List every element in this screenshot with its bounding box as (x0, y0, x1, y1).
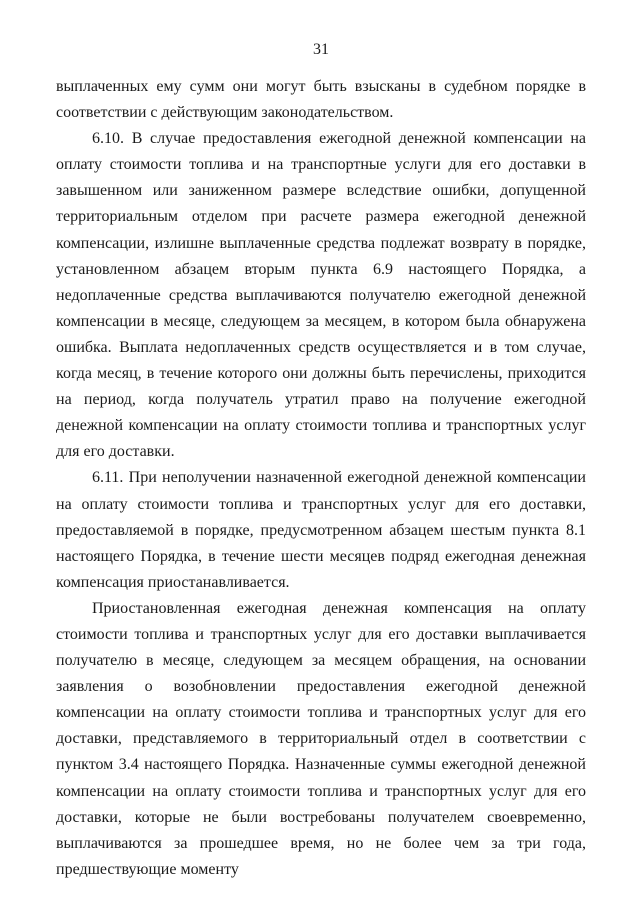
paragraph-suspended-compensation: Приостановленная ежегодная денежная компенсация на оплату стоимости топлива и транспортных услуг для его доставки выплачивается получателю в месяце, следующем за месяцем обращения, на основании заявления о возобновлении предоставления ежегодной денежной компенсации на оплату стоимости топлива и транспортных услуг для его доставки, представляемого в территориальный отдел в соответствии с пунктом 3.4 настоящего Порядка. Назначенные суммы ежегодной денежной компенсации на оплату стоимости топлива и транспортных услуг для его доставки, которые не были востребованы получателем своевременно, выплачиваются за прошедшее время, но не более чем за три года, предшествующие моменту (56, 599, 586, 878)
paragraph-continuation: выплаченных ему сумм они могут быть взысканы в судебном порядке в соответствии с действующим законодательством. (56, 78, 586, 122)
paragraph-6-10: 6.10. В случае предоставления ежегодной денежной компенсации на оплату стоимости топлива и на транспортные услуги для его доставки в завышенном или заниженном размере вследствие ошибки, допущенной территориальным отделом при расчете размера ежегодной денежной компенсации, излишне выплаченные средства подлежат возврату в порядке, установленном абзацем вторым пункта 6.9 настоящего Порядка, а недоплаченные средства выплачиваются получателю ежегодной денежной компенсации в месяце, следующем за месяцем, в котором была обнаружена ошибка. Выплата недоплаченных средств осуществляется и в том случае, когда месяц, в течение которого они должны быть перечислены, приходится на период, когда получатель утратил право на получение ежегодной денежной компенсации на оплату стоимости топлива и транспортных услуг для его доставки. (56, 130, 586, 461)
page-number: 31 (313, 41, 329, 58)
paragraph-6-11: 6.11. При неполучении назначенной ежегодной денежной компенсации на оплату стоимости топлива и транспортных услуг для его доставки, предоставляемой в порядке, предусмотренном абзацем шестым пункта 8.1 настоящего Порядка, в течение шести месяцев подряд ежегодная денежная компенсация приостанавливается. (56, 469, 586, 591)
